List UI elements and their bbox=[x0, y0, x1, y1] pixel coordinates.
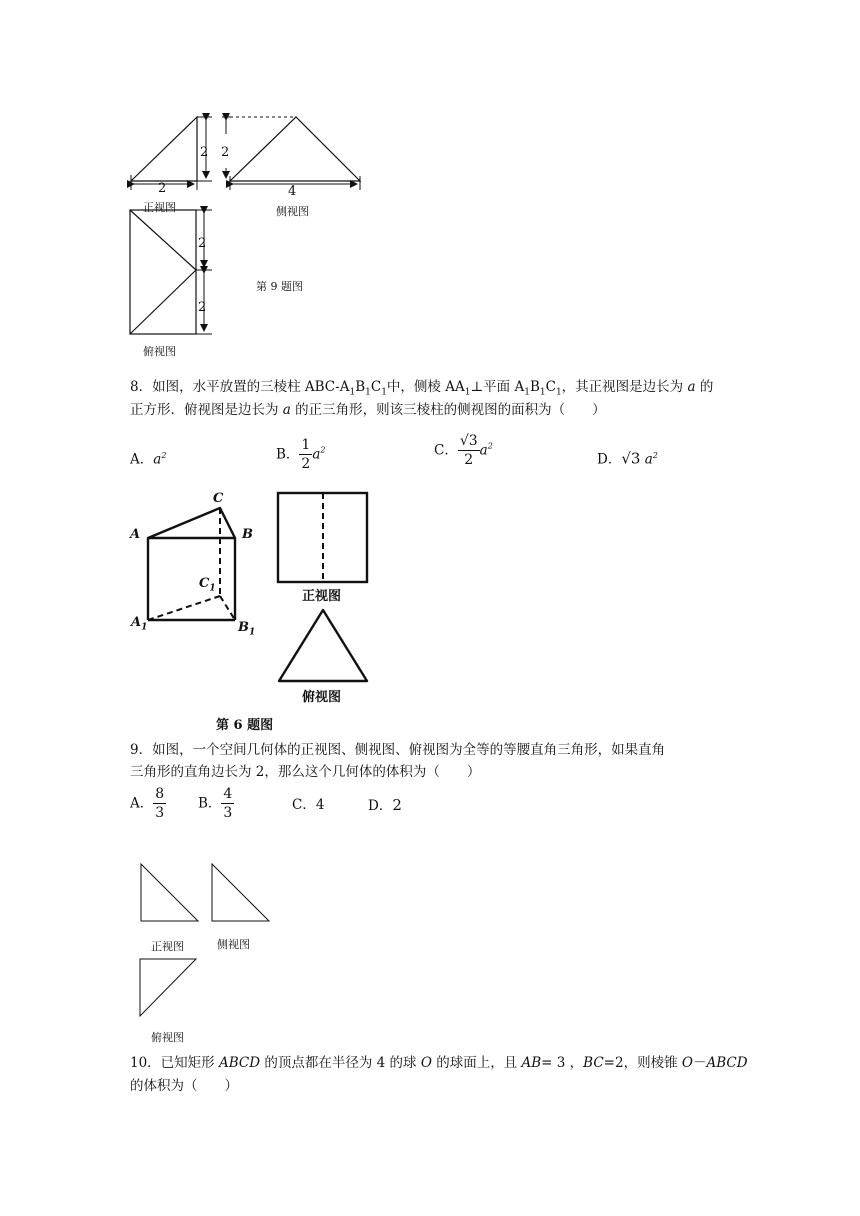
top-view-rectangle bbox=[130, 210, 196, 334]
label-vertex-a: A bbox=[130, 527, 141, 542]
top-view-triangle bbox=[279, 610, 367, 681]
caption-q9-side: 侧视图 bbox=[217, 938, 250, 951]
front-view-triangle bbox=[131, 117, 197, 181]
q8-option-a[interactable]: A．$a^2$ bbox=[130, 451, 167, 468]
caption-q9-front: 正视图 bbox=[151, 940, 184, 953]
caption-q9-top: 俯视图 bbox=[151, 1031, 184, 1044]
dim-front-height: 2 bbox=[200, 145, 209, 160]
caption-figure-9: 第 9 题图 bbox=[256, 280, 303, 293]
q10-line1: 10．已知矩形 ABCD 的顶点都在半径为 4 的球 O 的球面上，且 AB= 3 ，BC=2，则棱锥 O－ABCD bbox=[130, 1055, 748, 1071]
label-vertex-c: C bbox=[213, 491, 224, 506]
label-vertex-a1: $A_1$ bbox=[131, 615, 148, 633]
caption-fig6-front: 正视图 bbox=[302, 589, 342, 604]
q10-line2: 的体积为（ ） bbox=[130, 1078, 238, 1094]
label-vertex-b1: $B_1$ bbox=[238, 620, 256, 638]
dim-front-width: 2 bbox=[158, 181, 167, 196]
dim-top-lower: 2 bbox=[198, 300, 207, 315]
caption-fig6-top: 俯视图 bbox=[302, 690, 342, 705]
q8-option-d[interactable]: D．√3 $a^2$ bbox=[597, 449, 658, 468]
q9-option-a[interactable]: A． $\frac{8}{3}$ bbox=[130, 786, 165, 821]
q8-option-c[interactable]: C． $\frac{√3}{2}$ $a^2$ bbox=[434, 433, 493, 468]
q9-side-triangle bbox=[212, 864, 269, 921]
q9-front-triangle bbox=[141, 864, 198, 921]
caption-figure-6: 第 6 题图 bbox=[216, 718, 274, 733]
q8-option-b[interactable]: B． $\frac{1}{2}$ $a^2$ bbox=[276, 437, 326, 472]
caption-side-view: 侧视图 bbox=[276, 205, 309, 218]
side-view-triangle bbox=[230, 117, 360, 181]
q9-option-b[interactable]: B． $\frac{4}{3}$ bbox=[198, 786, 233, 821]
prism-drawing bbox=[148, 508, 235, 620]
q8-line1: 8．如图，水平放置的三棱柱 ABC-$A_1B_1C_1$中，侧棱 $AA_1\perp$平面 $A_1B_1C_1$，其正视图是边长为 a 的 bbox=[130, 379, 714, 398]
q9-line2: 三角形的直角边长为 2，那么这个几何体的体积为（ ） bbox=[130, 764, 481, 780]
q9-option-d[interactable]: D．2 bbox=[368, 796, 402, 814]
caption-front-view: 正视图 bbox=[143, 201, 176, 214]
caption-top-view: 俯视图 bbox=[143, 345, 176, 358]
dim-top-upper: 2 bbox=[198, 236, 207, 251]
q9-line1: 9．如图，一个空间几何体的正视图、侧视图、俯视图为全等的等腰直角三角形，如果直角 bbox=[130, 742, 666, 758]
dim-side-height: 2 bbox=[221, 145, 230, 160]
dim-side-width: 4 bbox=[288, 184, 297, 199]
q8-line2: 正方形．俯视图是边长为 a 的正三角形，则该三棱柱的侧视图的面积为（ ） bbox=[130, 402, 606, 418]
label-vertex-b: B bbox=[242, 527, 253, 542]
fig9-three-views bbox=[120, 108, 380, 348]
label-vertex-c1: $C_1$ bbox=[199, 576, 216, 594]
q9-option-c[interactable]: C．4 bbox=[292, 797, 325, 813]
q9-top-triangle bbox=[140, 959, 196, 1016]
